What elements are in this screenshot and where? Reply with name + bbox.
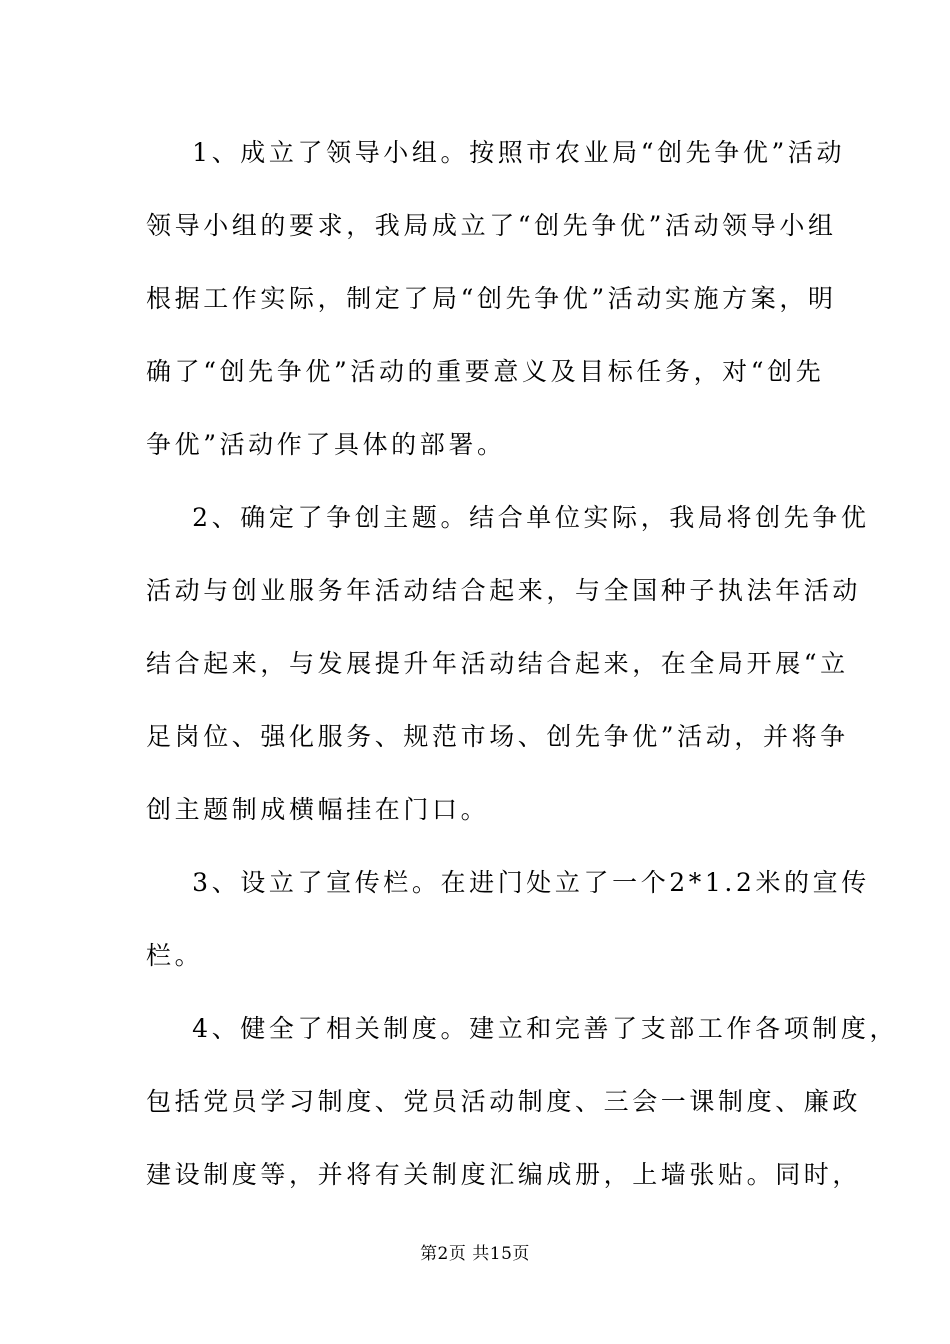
body-text-line: 确了“创先争优”活动的重要意义及目标任务，对“创先 bbox=[146, 357, 825, 386]
page-number-footer: 第2页 共15页 bbox=[420, 1244, 530, 1264]
body-text-line: 领导小组的要求，我局成立了“创先争优”活动领导小组 bbox=[146, 211, 837, 240]
body-text-line: 包括党员学习制度、党员活动制度、三会一课制度、廉政 bbox=[146, 1087, 862, 1116]
body-text-line: 活动与创业服务年活动结合起来，与全国种子执法年活动 bbox=[146, 576, 862, 605]
body-text-line: 建设制度等，并将有关制度汇编成册，上墙张贴。同时， bbox=[146, 1160, 862, 1189]
body-text-line: 1、成立了领导小组。按照市农业局“创先争优”活动 bbox=[146, 138, 846, 167]
body-text-line: 根据工作实际，制定了局“创先争优”活动实施方案，明 bbox=[146, 284, 837, 313]
body-text-line: 4、健全了相关制度。建立和完善了支部工作各项制度， bbox=[146, 1014, 899, 1043]
body-text-line: 创主题制成横幅挂在门口。 bbox=[146, 795, 490, 824]
body-text-line: 争优”活动作了具体的部署。 bbox=[146, 430, 506, 459]
body-text-line: 足岗位、强化服务、规范市场、创先争优”活动，并将争 bbox=[146, 722, 849, 751]
body-text-line: 栏。 bbox=[146, 941, 204, 970]
body-text-line: 结合起来，与发展提升年活动结合起来，在全局开展“立 bbox=[146, 649, 849, 678]
body-text-line: 3、设立了宣传栏。在进门处立了一个2*1.2米的宣传 bbox=[146, 868, 870, 897]
body-text-line: 2、确定了争创主题。结合单位实际，我局将创先争优 bbox=[146, 503, 870, 532]
